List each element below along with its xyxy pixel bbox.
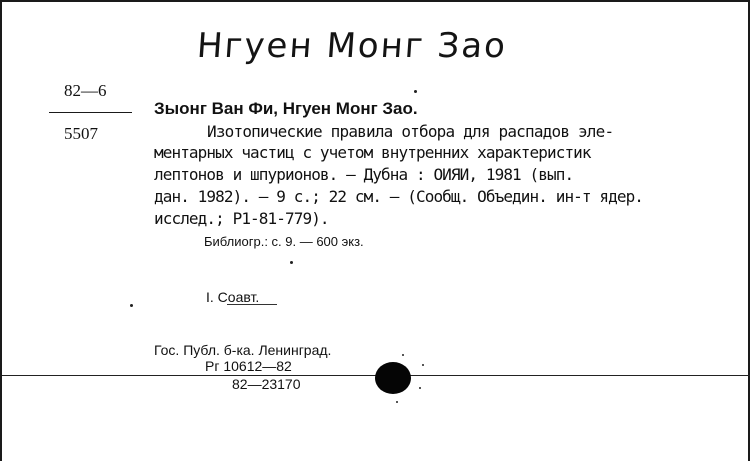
shelf-mark-top: 82—6: [64, 81, 107, 100]
description-line: ментарных частиц с учетом внутренних характеристик: [154, 143, 591, 162]
shelf-mark-bottom: 5507: [64, 124, 98, 143]
ink-speck: [396, 401, 398, 403]
ink-speck: [419, 387, 421, 389]
bibliography-note: Библиогр.: с. 9. — 600 экз.: [204, 234, 364, 249]
description-line: Изотопические правила отбора для распадов эле-: [207, 122, 614, 141]
ink-speck: [402, 354, 404, 356]
library-name: Гос. Публ. б-ка. Ленинград.: [154, 342, 332, 358]
coauthor-underline: [227, 304, 277, 305]
card-heading-authors: Зыонг Ван Фи, Нгуен Монг Зао.: [154, 99, 418, 118]
ink-speck: [290, 261, 293, 264]
punch-hole: [375, 362, 411, 394]
shelf-mark-divider: [49, 112, 132, 113]
description-line: исслед.; Р1-81-779).: [154, 209, 329, 228]
record-number: 82—23170: [232, 376, 301, 392]
coauthor-entry: I. Соавт.: [206, 289, 260, 305]
description-line: лептонов и шпурионов. — Дубна : ОИЯИ, 1981 (вып.: [154, 165, 574, 184]
ink-speck: [422, 364, 424, 366]
ink-speck: [414, 90, 417, 93]
handwritten-author-name: Нгуен Монг Зао: [195, 26, 509, 66]
ink-speck: [130, 304, 133, 307]
registration-code: Рг 10612—82: [205, 358, 292, 374]
description-line: дан. 1982). — 9 с.; 22 см. — (Сообщ. Объедин. ин-т ядер.: [154, 187, 644, 206]
